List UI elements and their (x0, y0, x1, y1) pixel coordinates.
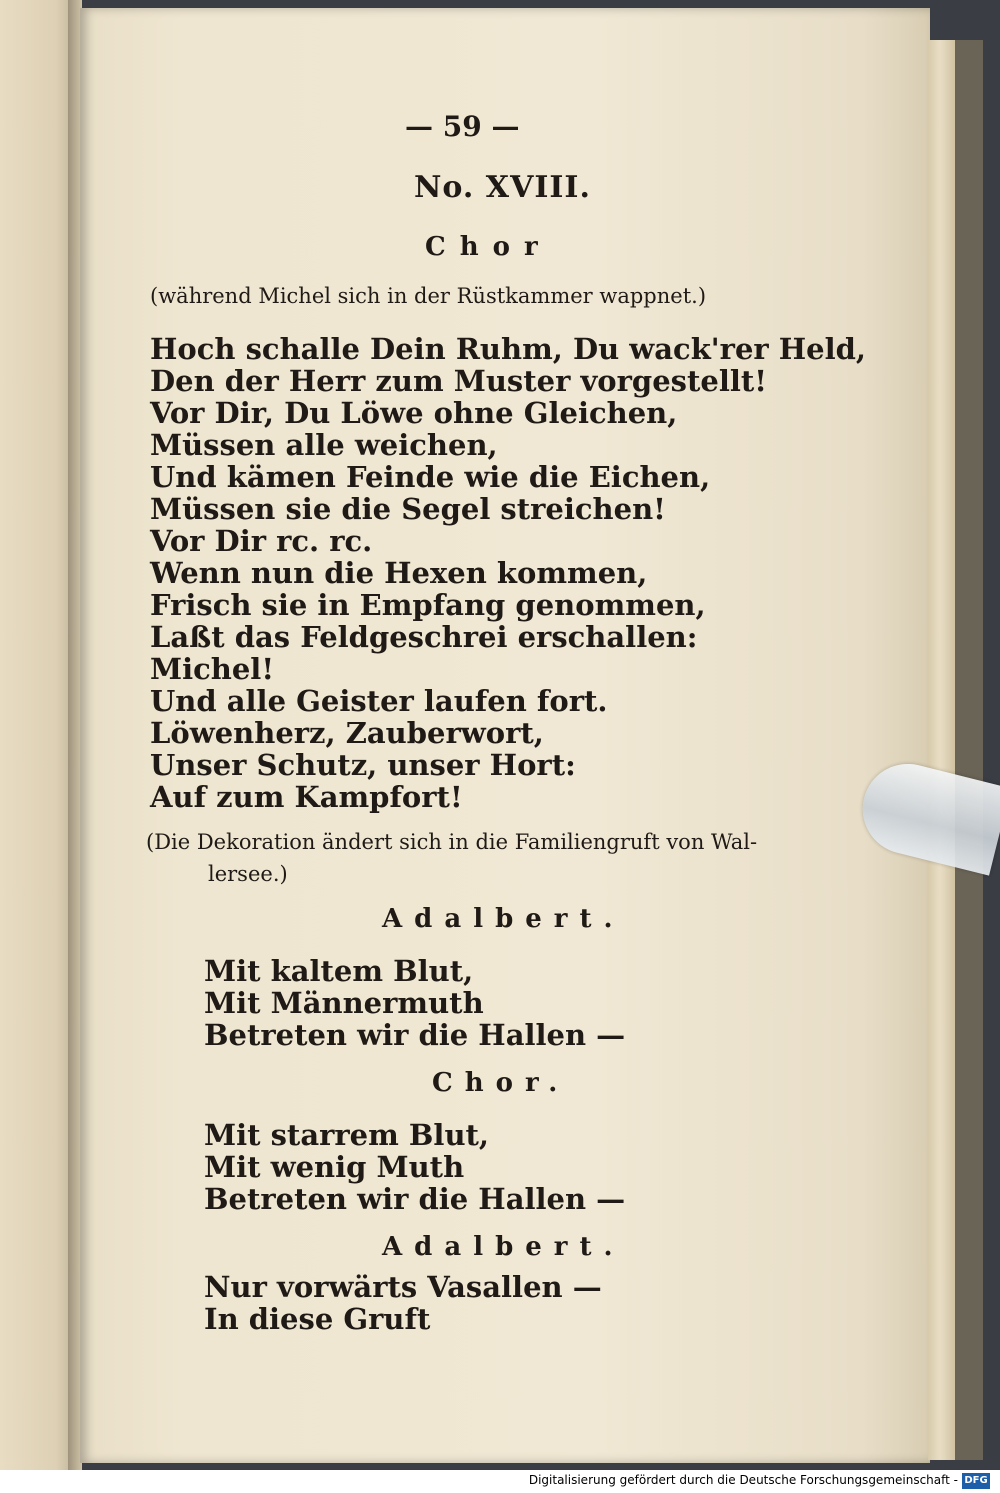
verse-line: Müssen alle weichen, (150, 428, 498, 462)
verse-line: Und alle Geister laufen fort. (150, 684, 608, 718)
stage-direction: (während Michel sich in der Rüstkammer wappnet.) (150, 284, 707, 308)
speaker-heading: Chor. (432, 1068, 570, 1098)
verse-line: Vor Dir rc. rc. (150, 524, 373, 558)
verse-line: Den der Herr zum Muster vorgestellt! (150, 364, 767, 398)
verse-line: Unser Schutz, unser Hort: (150, 748, 576, 782)
speaker-heading: Adalbert. (382, 1232, 625, 1262)
dfg-logo: DFG (962, 1473, 990, 1489)
verse-line: Nur vorwärts Vasallen — (204, 1270, 602, 1304)
verse-line: Mit Männermuth (204, 986, 484, 1020)
chor-heading: Chor (425, 232, 552, 262)
verse-line: Vor Dir, Du Löwe ohne Gleichen, (150, 396, 678, 430)
verse-line: Löwenherz, Zauberwort, (150, 716, 544, 750)
verse-line: Mit wenig Muth (204, 1150, 465, 1184)
speaker-heading: Adalbert. (382, 904, 625, 934)
verse-line: Betreten wir die Hallen — (204, 1182, 626, 1216)
stage-direction-continued: lersee.) (208, 862, 288, 886)
footer-bar (0, 1470, 1000, 1493)
page-number: — 59 — (405, 110, 520, 143)
verse-line: Wenn nun die Hexen kommen, (150, 556, 648, 590)
verse-line: Und kämen Feinde wie die Eichen, (150, 460, 711, 494)
stage-direction: (Die Dekoration ändert sich in die Familiengruft von Wal- (146, 830, 758, 854)
verse-line: Auf zum Kampfort! (150, 780, 463, 814)
verse-line: Müssen sie die Segel streichen! (150, 492, 666, 526)
verse-line: Frisch sie in Empfang genommen, (150, 588, 706, 622)
verse-line: Mit kaltem Blut, (204, 954, 474, 988)
verse-line: In diese Gruft (204, 1302, 431, 1336)
footer-credit: Digitalisierung gefördert durch die Deutsche Forschungsgemeinschaft - (528, 1473, 958, 1487)
verse-line: Michel! (150, 652, 275, 686)
verse-line: Laßt das Feldgeschrei erschallen: (150, 620, 698, 654)
verse-line: Mit starrem Blut, (204, 1118, 490, 1152)
section-number: No. XVIII. (414, 170, 591, 205)
verse-line: Betreten wir die Hallen — (204, 1018, 626, 1052)
verse-line: Hoch schalle Dein Ruhm, Du wack'rer Held, (150, 332, 867, 366)
